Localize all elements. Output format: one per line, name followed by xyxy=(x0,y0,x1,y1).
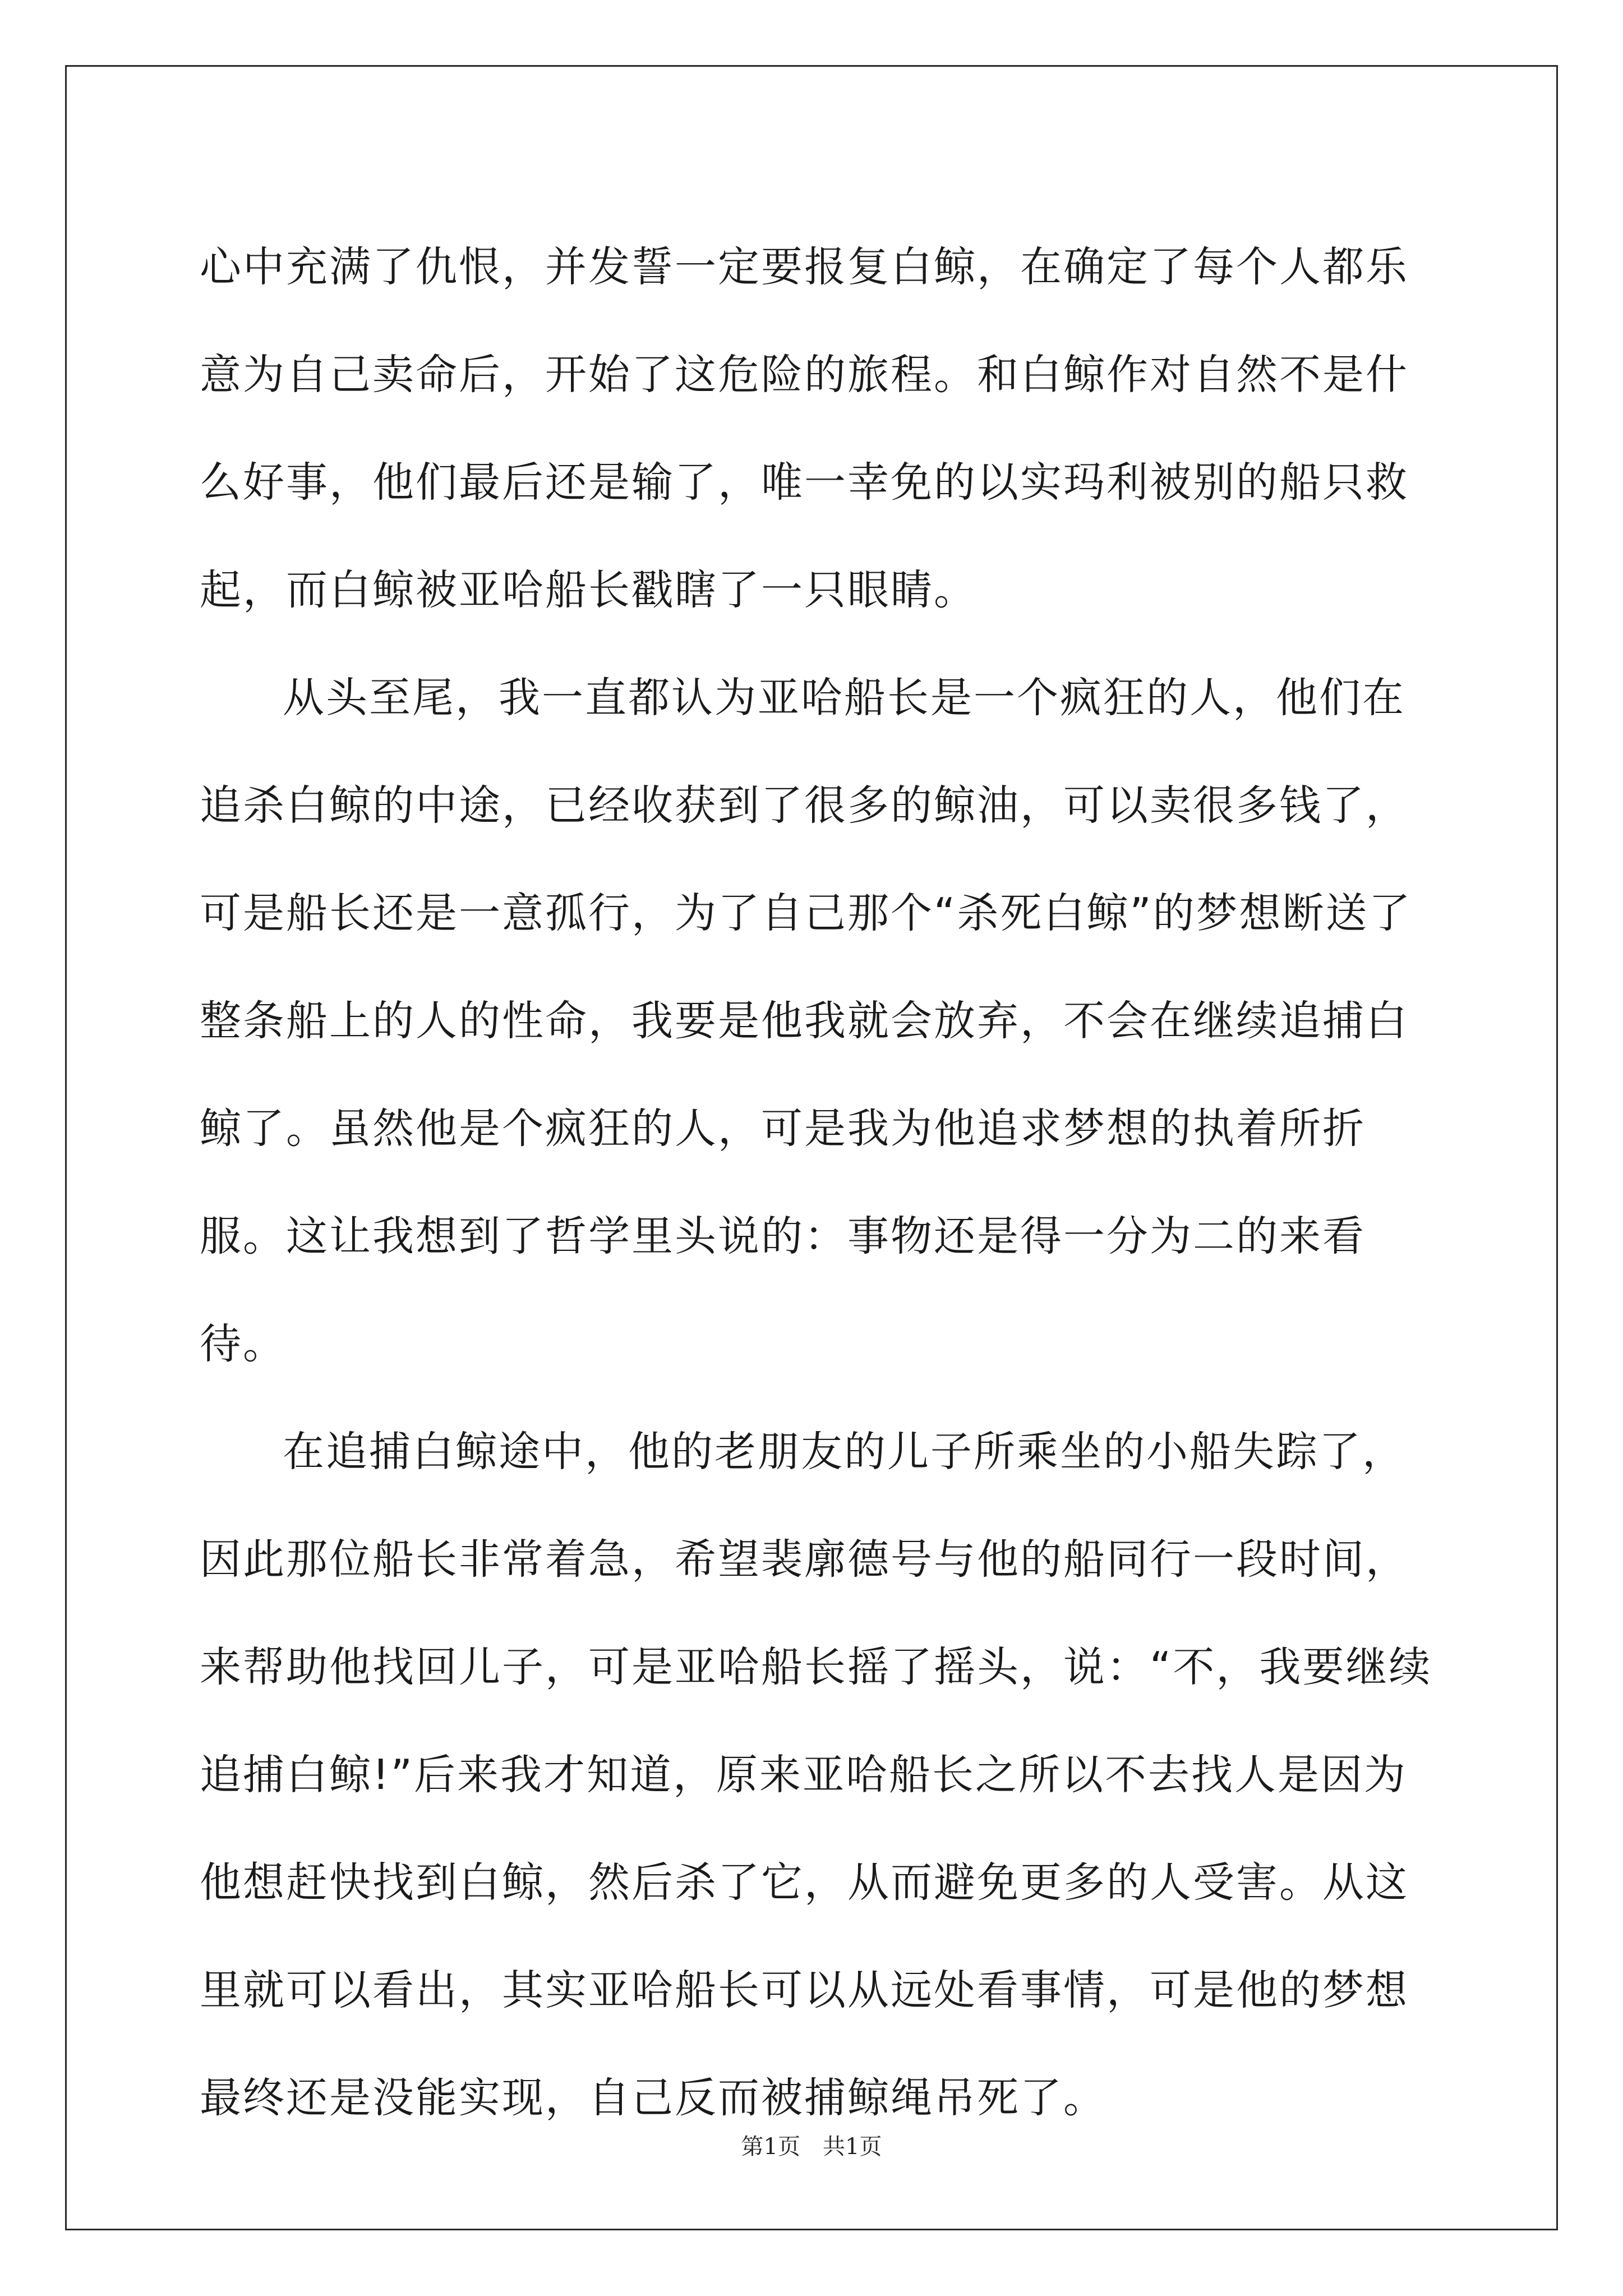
paragraph-3: 在追捕白鲸途中，他的老朋友的儿子所乘坐的小船失踪了，因此那位船长非常着急，希望裴廓德号与他的船同行一段时间，来帮助他找回儿子，可是亚哈船长摇了摇头，说：“不，我要继续追捕白鲸!”后来我才知道，原来亚哈船长之所以不去找人是因为他想赶快找到白鲸，然后杀了它，从而避免更多的人受害。从这里就可以看出，其实亚哈船长可以从远处看事情，可是他的梦想最终还是没能实现，自己反而被捕鲸绳吊死了。 xyxy=(200,1428,1432,2122)
paragraph-1: 心中充满了仇恨，并发誓一定要报复白鲸，在确定了每个人都乐意为自己卖命后，开始了这危险的旅程。和白鲸作对自然不是什么好事，他们最后还是输了，唯一幸免的以实玛利被别的船只救起，而白鲸被亚哈船长戳瞎了一只眼睛。 xyxy=(200,243,1409,614)
paragraph-2: 从头至尾，我一直都认为亚哈船长是一个疯狂的人，他们在追杀白鲸的中途，已经收获到了很多的鲸油，可以卖很多钱了，可是船长还是一意孤行，为了自己那个“杀死白鲸”的梦想断送了整条船上的人的性命，我要是他我就会放弃，不会在继续追捕白鲸了。虽然他是个疯狂的人，可是我为他追求梦想的执着所折服。这让我想到了哲学里头说的：事物还是得一分为二的来看待。 xyxy=(200,674,1412,1368)
page-number-footer: 第1页 共1页 xyxy=(741,2134,882,2160)
document-body xyxy=(200,213,1433,2152)
